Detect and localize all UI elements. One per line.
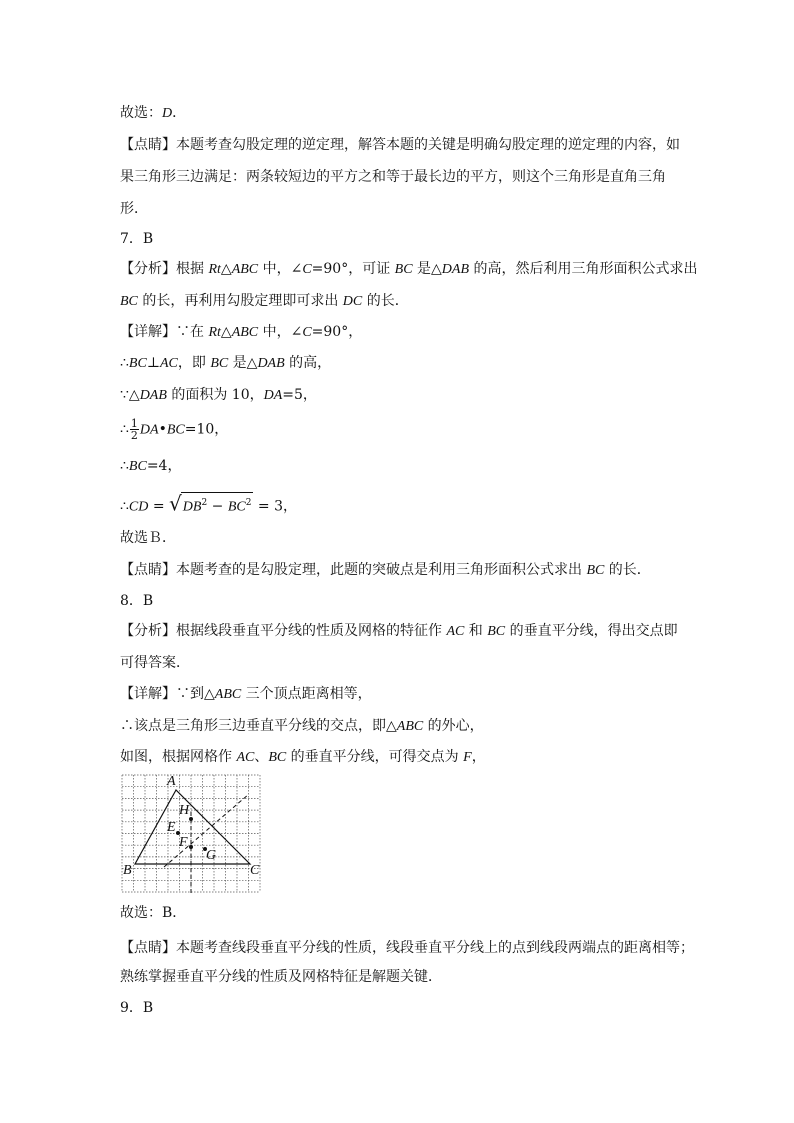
m: CD [128, 499, 149, 515]
m: AC [236, 750, 255, 765]
solution-line [120, 456, 181, 477]
m: AC [446, 624, 465, 639]
m: BC [210, 356, 229, 371]
analysis-line [120, 621, 678, 642]
m: Rt [208, 262, 221, 277]
numerator: 1 [130, 417, 138, 430]
label-a: A [167, 774, 176, 789]
t: 【点睛】本题考查的是勾股定理，此题的突破点是利用三角形面积公式求出 [120, 562, 587, 578]
t: 和 [464, 623, 488, 639]
fraction [130, 418, 139, 441]
exp: 2 [201, 498, 208, 508]
label-c: C [250, 863, 260, 878]
label-g: G [206, 848, 217, 863]
t: 【分析】根据线段垂直平分线的性质及网格的特征作 [120, 623, 447, 639]
m: BC [227, 499, 246, 515]
label-b: B [123, 863, 132, 878]
label-h: H [179, 803, 190, 818]
answer-line: 故选：B． [120, 905, 187, 921]
solution-line [120, 385, 317, 406]
comment-line: 【点睛】本题考查勾股定理的逆定理，解答本题的关键是明确勾股定理的逆定理的内容，如 [120, 137, 680, 153]
m: ABC [396, 719, 424, 734]
t: =10， [184, 421, 229, 438]
text: 故选： [120, 105, 162, 121]
t: 的垂直平分线，可得交点为 [286, 749, 464, 765]
m: BC [120, 294, 138, 309]
m: BC [128, 356, 147, 371]
t: 的面积为 10， [166, 387, 264, 403]
m: C [302, 325, 312, 340]
radical-sign: √ [169, 491, 182, 516]
triangle-abc [135, 790, 250, 864]
t: ， [471, 749, 486, 765]
radicand [181, 492, 254, 518]
question-number: 8．B [120, 593, 154, 609]
t: =90°，可证 [311, 261, 395, 277]
label-f: F [179, 835, 188, 850]
t: 的长． [604, 562, 651, 578]
comment-line [120, 560, 651, 581]
t: 是△ [412, 261, 442, 277]
t: 中，∠ [258, 324, 303, 340]
analysis-line [120, 291, 409, 312]
analysis-line: 可得答案． [120, 655, 190, 671]
solution-line [120, 716, 484, 737]
solution-line [120, 418, 228, 441]
m: ABC [231, 262, 259, 277]
t: 的外心， [423, 718, 484, 734]
m: BC [394, 262, 413, 277]
solution-line [120, 747, 486, 768]
t: =5， [282, 387, 317, 403]
answer-line: 故选Ｂ． [120, 530, 176, 546]
m: ABC [214, 687, 242, 702]
answer-line [120, 103, 186, 124]
denominator: 2 [130, 429, 138, 442]
t: △ [220, 324, 232, 340]
answer-letter: D [162, 106, 173, 121]
m: BC [586, 563, 605, 578]
analysis-line [120, 259, 697, 280]
t: 如图，根据网格作 [120, 749, 237, 765]
grid-diagram [119, 772, 269, 894]
t: ∴ [120, 355, 129, 371]
t: 中，∠ [258, 261, 303, 277]
m: AC [159, 356, 178, 371]
m: BC [128, 459, 147, 474]
t: 的垂直平分线，得出交点即 [505, 623, 678, 639]
m: BC [268, 750, 287, 765]
solution-line [120, 492, 297, 518]
t: 是△ [228, 355, 258, 371]
t: 【分析】根据 [120, 261, 209, 277]
t: • [158, 421, 167, 438]
m: BC [166, 422, 185, 438]
t: ，即 [177, 355, 211, 371]
comment-line: 【点睛】本题考查线段垂直平分线的性质，线段垂直平分线上的点到线段两端点的距离相等； [120, 940, 694, 956]
t: − [207, 498, 228, 515]
question-number: 7．B [120, 231, 154, 247]
t: 、 [254, 749, 269, 765]
t: 【详解】∵在 [120, 324, 209, 340]
t: = [148, 498, 170, 515]
m: C [302, 262, 312, 277]
t: ∴ [120, 458, 129, 474]
m: DC [342, 294, 363, 309]
t: 的长． [362, 293, 409, 309]
solution-line [120, 684, 372, 705]
t: ∴ [120, 421, 129, 438]
m: DB [182, 499, 202, 515]
m: BC [487, 624, 506, 639]
question-number: 9．B [120, 1000, 154, 1016]
exp: 2 [245, 498, 252, 508]
text: ． [172, 105, 187, 121]
t: ∴该点是三角形三边垂直平分线的交点，即△ [120, 718, 397, 734]
t: ∵△ [120, 387, 140, 403]
t: =4， [146, 458, 182, 474]
solution-line [120, 353, 331, 374]
m: DAB [139, 388, 167, 403]
t: ⊥ [146, 355, 160, 371]
m: DAB [441, 262, 469, 277]
m: F [463, 750, 472, 765]
point-h [189, 817, 193, 821]
m: DA [263, 388, 283, 403]
m: DA [139, 422, 159, 438]
t: 的长，再利用勾股定理即可求出 [137, 293, 343, 309]
t: 的高，然后利用三角形面积公式求出 [469, 261, 698, 277]
t: 三个顶点距离相等， [241, 686, 372, 702]
m: Rt [208, 325, 221, 340]
t: ∴ [120, 498, 129, 515]
t: △ [220, 261, 232, 277]
t: =90°， [311, 324, 363, 340]
m: DAB [257, 356, 285, 371]
label-e: E [167, 820, 176, 835]
comment-line: 形． [120, 201, 148, 217]
t: 的高， [284, 355, 332, 371]
solution-line [120, 322, 362, 343]
t: 【详解】∵到△ [120, 686, 215, 702]
comment-line: 果三角形三边满足：两条较短边的平方之和等于最长边的平方，则这个三角形是直角三角 [120, 169, 666, 185]
comment-line: 熟练掌握垂直平分线的性质及网格特征是解题关键． [120, 969, 442, 985]
m: ABC [231, 325, 259, 340]
t: = 3， [253, 498, 297, 515]
point-f [189, 845, 193, 849]
grid-figure [119, 772, 269, 894]
